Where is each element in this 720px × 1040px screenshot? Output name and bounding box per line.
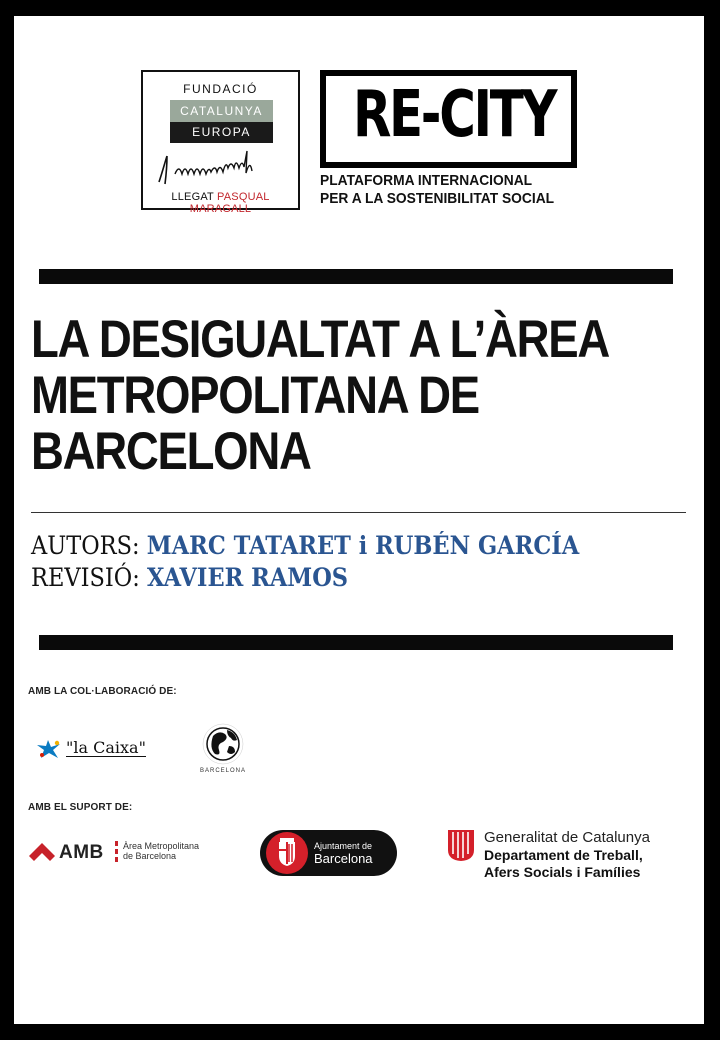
amb-full-name: Àrea Metropolitana de Barcelona <box>123 841 200 861</box>
recity-subtitle: PLATAFORMA INTERNACIONAL PER A LA SOSTENIBILITAT SOCIAL <box>320 172 555 207</box>
europa-label: EUROPA <box>170 122 273 143</box>
amb-icon <box>28 842 56 866</box>
llegat-label: LLEGAT PASQUAL MARAGALL <box>171 191 270 215</box>
document-page <box>14 16 704 1024</box>
support-heading: AMB EL SUPORT DE: <box>28 802 133 813</box>
review-line: REVISIÓ: XAVIER RAMOS <box>31 563 349 592</box>
la-caixa-logo: "la Caixa" <box>66 738 146 757</box>
generalitat-emblem-icon <box>446 828 476 862</box>
generalitat-name: Generalitat de Catalunya <box>484 829 650 846</box>
fundacio-catalunya-europa-logo <box>141 70 300 215</box>
la-caixa-star-icon <box>36 738 64 760</box>
top-divider-bar <box>39 269 673 284</box>
generalitat-department-line2: Afers Socials i Famílies <box>484 864 641 880</box>
thin-divider <box>31 512 686 513</box>
ajuntament-line1: Ajuntament de <box>314 841 373 851</box>
generalitat-department-line1: Departament de Treball, <box>484 847 643 863</box>
amb-acronym: AMB <box>59 842 104 863</box>
fundacio-label: FUNDACIÓ <box>183 82 258 96</box>
collaboration-heading: AMB LA COL·LABORACIÓ DE: <box>28 686 177 697</box>
barcelona-crest-icon <box>266 832 308 874</box>
ajuntament-line2: Barcelona <box>314 851 373 866</box>
club-of-rome-city: BARCELONA <box>199 768 246 774</box>
credits-block <box>31 530 579 594</box>
authors-line: AUTORS: MARC TATARET i RUBÉN GARCÍA <box>31 531 580 560</box>
club-of-rome-logo <box>195 720 251 768</box>
amb-separator-icon <box>115 841 118 863</box>
bottom-divider-bar <box>39 635 673 650</box>
document-title: LA DESIGUALTAT A L’ÀREA METROPOLITANA DE BARCELONA <box>31 310 610 481</box>
recity-wordmark: RE-CITY <box>352 78 556 152</box>
signature-icon <box>153 150 283 186</box>
catalunya-label: CATALUNYA <box>170 100 273 122</box>
recity-logo <box>320 70 577 168</box>
